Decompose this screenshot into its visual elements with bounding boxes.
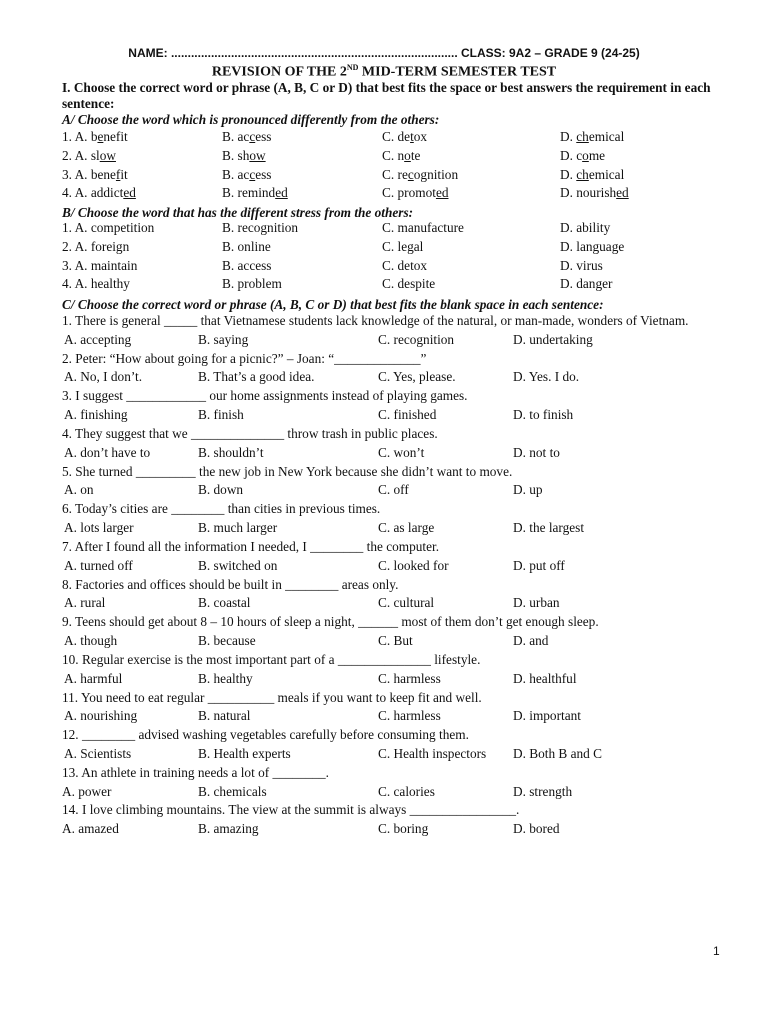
pronunciation-row (0, 184, 768, 203)
question-text: 5. She turned _________ the new job in New York because she didn’t want to move. (62, 463, 513, 479)
answer-option: D. put off (513, 557, 565, 573)
option-text: B. ac (222, 166, 250, 182)
answer-row (0, 331, 768, 350)
option-cell: C. legal (382, 238, 424, 254)
answer-option: D. not to (513, 444, 560, 460)
option-cell: D. virus (560, 257, 603, 273)
option-text: D. c (560, 147, 583, 163)
option-text: nefit (103, 129, 128, 144)
answer-option: B. chemicals (198, 783, 267, 799)
option-cell (62, 147, 116, 166)
answer-row (0, 707, 768, 726)
underlined-sound: ed (275, 185, 288, 201)
answer-option: C. boring (378, 821, 429, 837)
pronunciation-row (0, 128, 768, 147)
answer-option: A. No, I don’t. (64, 369, 143, 385)
answer-option: B. natural (198, 708, 251, 724)
answer-option: C. as large (378, 520, 435, 536)
option-cell (222, 166, 272, 185)
answer-option: B. down (198, 482, 244, 498)
underlined-sound: ow (249, 147, 266, 163)
answer-option: C. Yes, please. (378, 369, 456, 385)
answer-option: D. to finish (513, 407, 574, 423)
answer-option: C. harmless (378, 708, 441, 724)
answer-row (0, 406, 768, 425)
underlined-sound: o (404, 147, 411, 163)
answer-option: C. cultural (378, 595, 435, 611)
stress-row (0, 257, 768, 276)
answer-option: D. strength (513, 783, 573, 799)
answer-option: B. switched on (198, 557, 278, 573)
option-cell (382, 166, 458, 185)
underlined-sound: o (582, 147, 589, 163)
answer-option: C. calories (378, 783, 435, 799)
question-text: 13. An athlete in training needs a lot of ________. (62, 764, 329, 780)
answer-option: A. nourishing (64, 708, 138, 724)
answer-option: A. rural (64, 595, 106, 611)
option-cell (222, 147, 266, 166)
pronunciation-row (0, 147, 768, 166)
answer-option: C. Health inspectors (378, 745, 487, 761)
title-main: REVISION OF THE 2 (211, 64, 347, 80)
question-text: 14. I love climbing mountains. The view at the summit is always ________________. (62, 802, 520, 818)
answer-option: B. much larger (198, 520, 278, 536)
option-text: ognition (413, 166, 459, 182)
answer-option: D. the largest (513, 520, 585, 536)
name-class-line: NAME: ...................................................................................... CLASS: 9A2 – GRADE 9 (24-25) (128, 46, 640, 60)
option-cell: D. language (560, 238, 625, 254)
part-a-heading: A/ Choose the word which is pronounced differently from the others: (62, 112, 440, 127)
option-cell: C. detox (382, 257, 428, 273)
option-cell (560, 128, 624, 147)
answer-option: A. accepting (64, 331, 132, 347)
option-text: C. promot (382, 185, 436, 201)
question-text: 11. You need to eat regular __________ meals if you want to keep fit and well. (62, 689, 482, 705)
option-cell: 4. A. healthy (62, 276, 130, 292)
underlined-sound: ed (435, 185, 449, 201)
question-text: 9. Teens should get about 8 – 10 hours of sleep a night, ______ most of them don’t get enough sleep. (62, 614, 599, 630)
option-cell (560, 147, 605, 166)
answer-option: B. saying (198, 331, 249, 347)
answer-row (0, 820, 768, 839)
stress-row (0, 238, 768, 257)
underlined-sound: c (249, 129, 256, 144)
question-text: 7. After I found all the information I needed, I ________ the computer. (62, 538, 440, 554)
option-cell (222, 184, 288, 203)
option-cell: C. despite (382, 276, 436, 292)
answer-row (0, 632, 768, 651)
answer-row (0, 745, 768, 764)
answer-option: A. finishing (64, 407, 128, 423)
answer-option: A. lots larger (64, 520, 134, 536)
option-cell: C. manufacture (382, 220, 464, 235)
answer-option: C. harmless (378, 670, 441, 686)
option-text: 2. A. sl (62, 147, 100, 163)
option-cell (560, 166, 624, 185)
underlined-sound: c (249, 166, 256, 182)
answer-row (0, 444, 768, 463)
part-b-heading: B/ Choose the word that has the different stress from the others: (62, 205, 414, 220)
option-cell (382, 147, 420, 166)
underlined-sound: e (97, 129, 104, 144)
stress-row (0, 275, 768, 294)
answer-option: D. Both B and C (513, 745, 603, 761)
answer-option: A. don’t have to (64, 444, 151, 460)
answer-option: B. coastal (198, 595, 251, 611)
underlined-sound: ed (123, 185, 136, 201)
option-cell: B. access (222, 257, 272, 273)
answer-option: D. urban (513, 595, 560, 611)
answer-option: D. undertaking (513, 331, 593, 347)
answer-option: B. shouldn’t (198, 444, 264, 460)
question-text: 8. Factories and offices should be built in ________ areas only. (62, 576, 399, 592)
option-text: B. sh (222, 147, 250, 163)
question-text: 2. Peter: “How about going for a picnic?” – Joan: “_____________” (62, 350, 427, 366)
option-text: te (410, 147, 421, 163)
option-cell: 2. A. foreign (62, 238, 130, 254)
option-text: B. remind (222, 185, 276, 201)
underlined-sound: ow (99, 147, 116, 163)
title-superscript: ND (346, 63, 359, 72)
answer-option: D. Yes. I do. (513, 369, 580, 385)
underlined-sound: f (115, 166, 121, 182)
page-title (0, 63, 768, 81)
option-cell (382, 184, 449, 203)
question-text: 12. ________ advised washing vegetables carefully before consuming them. (62, 727, 469, 743)
underlined-sound: ch (576, 166, 589, 182)
answer-row (0, 783, 768, 802)
answer-option: C. recognition (378, 331, 455, 347)
underlined-sound: ch (576, 129, 589, 144)
question-text: 3. I suggest ____________ our home assignments instead of playing games. (62, 388, 468, 404)
answer-option: C. won’t (378, 444, 425, 460)
question-text: 6. Today’s cities are ________ than cities in previous times. (62, 501, 381, 517)
option-cell: 3. A. maintain (62, 257, 138, 273)
answer-option: B. healthy (198, 670, 253, 686)
option-cell: B. recognition (222, 220, 299, 235)
option-text: C. n (382, 147, 405, 163)
option-text: D. nourish (560, 185, 617, 201)
answer-option: C. But (378, 633, 413, 648)
underlined-sound: t (410, 129, 414, 144)
page-number: 1 (713, 944, 720, 958)
option-text: D. (560, 166, 577, 182)
option-text: C. re (382, 166, 408, 182)
answer-option: B. finish (198, 407, 244, 423)
option-cell: 1. A. competition (62, 220, 155, 235)
part-c-heading: C/ Choose the correct word or phrase (A, B, C or D) that best fits the blank space in each sentence: (62, 297, 604, 312)
pronunciation-row (0, 166, 768, 185)
option-text: B. ac (222, 129, 250, 144)
answer-option: A. turned off (64, 557, 133, 573)
option-text: ess (255, 129, 272, 144)
answer-option: A. though (64, 633, 118, 648)
question-text: 4. They suggest that we ______________ throw trash in public places. (62, 425, 438, 441)
answer-row (0, 481, 768, 500)
question-text: 10. Regular exercise is the most important part of a ______________ lifestyle. (62, 651, 481, 667)
option-cell: B. problem (222, 276, 282, 292)
title-rest: MID-TERM SEMESTER TEST (358, 64, 557, 80)
option-text: 3. A. bene (62, 166, 116, 182)
answer-option: B. Health experts (198, 745, 291, 761)
option-cell: D. danger (560, 276, 613, 292)
answer-option: A. Scientists (64, 745, 132, 761)
option-text: C. de (382, 129, 411, 144)
option-cell (62, 166, 128, 185)
answer-row (0, 557, 768, 576)
answer-option: C. finished (378, 407, 437, 423)
answer-option: A. on (64, 482, 94, 498)
option-text: me (588, 147, 606, 163)
option-text: emical (588, 129, 625, 144)
underlined-sound: ed (616, 185, 629, 201)
stress-row (0, 219, 768, 238)
option-text: ess (255, 166, 272, 182)
answer-option: D. bored (513, 821, 560, 837)
answer-row (0, 670, 768, 689)
option-text: 1. A. b (62, 129, 98, 144)
option-cell: B. online (222, 238, 271, 254)
answer-option: D. and (513, 633, 549, 648)
option-text: emical (588, 166, 625, 182)
answer-option: B. because (198, 633, 256, 648)
answer-row (0, 368, 768, 387)
answer-option: C. looked for (378, 557, 449, 573)
question-text: 1. There is general _____ that Vietnamese students lack knowledge of the natural, or man-made, wonders of Vietnam. (62, 313, 689, 328)
answer-option: B. amazing (198, 821, 259, 837)
answer-option: A. amazed (62, 821, 119, 837)
option-cell (560, 184, 629, 203)
answer-row (0, 519, 768, 538)
answer-option: D. healthful (513, 670, 577, 686)
option-cell: D. ability (560, 220, 611, 235)
option-text: ox (413, 129, 428, 144)
option-cell (62, 128, 128, 147)
answer-option: C. off (378, 482, 409, 498)
option-text: D. (560, 129, 577, 144)
section-instruction: I. Choose the correct word or phrase (A, B, C or D) that best fits the space or best answers the requirement in each sentence: (62, 80, 711, 111)
answer-option: A. harmful (64, 670, 123, 686)
answer-option: D. up (513, 482, 543, 498)
option-text: 4. A. addict (62, 185, 124, 201)
option-cell (382, 128, 427, 147)
underlined-sound: c (407, 166, 414, 182)
option-cell (222, 128, 272, 147)
option-cell (62, 184, 136, 203)
answer-option: A. power (62, 783, 112, 799)
option-text: it (120, 166, 128, 182)
answer-option: B. That’s a good idea. (198, 369, 315, 385)
answer-option: D. important (513, 708, 581, 724)
answer-row (0, 594, 768, 613)
